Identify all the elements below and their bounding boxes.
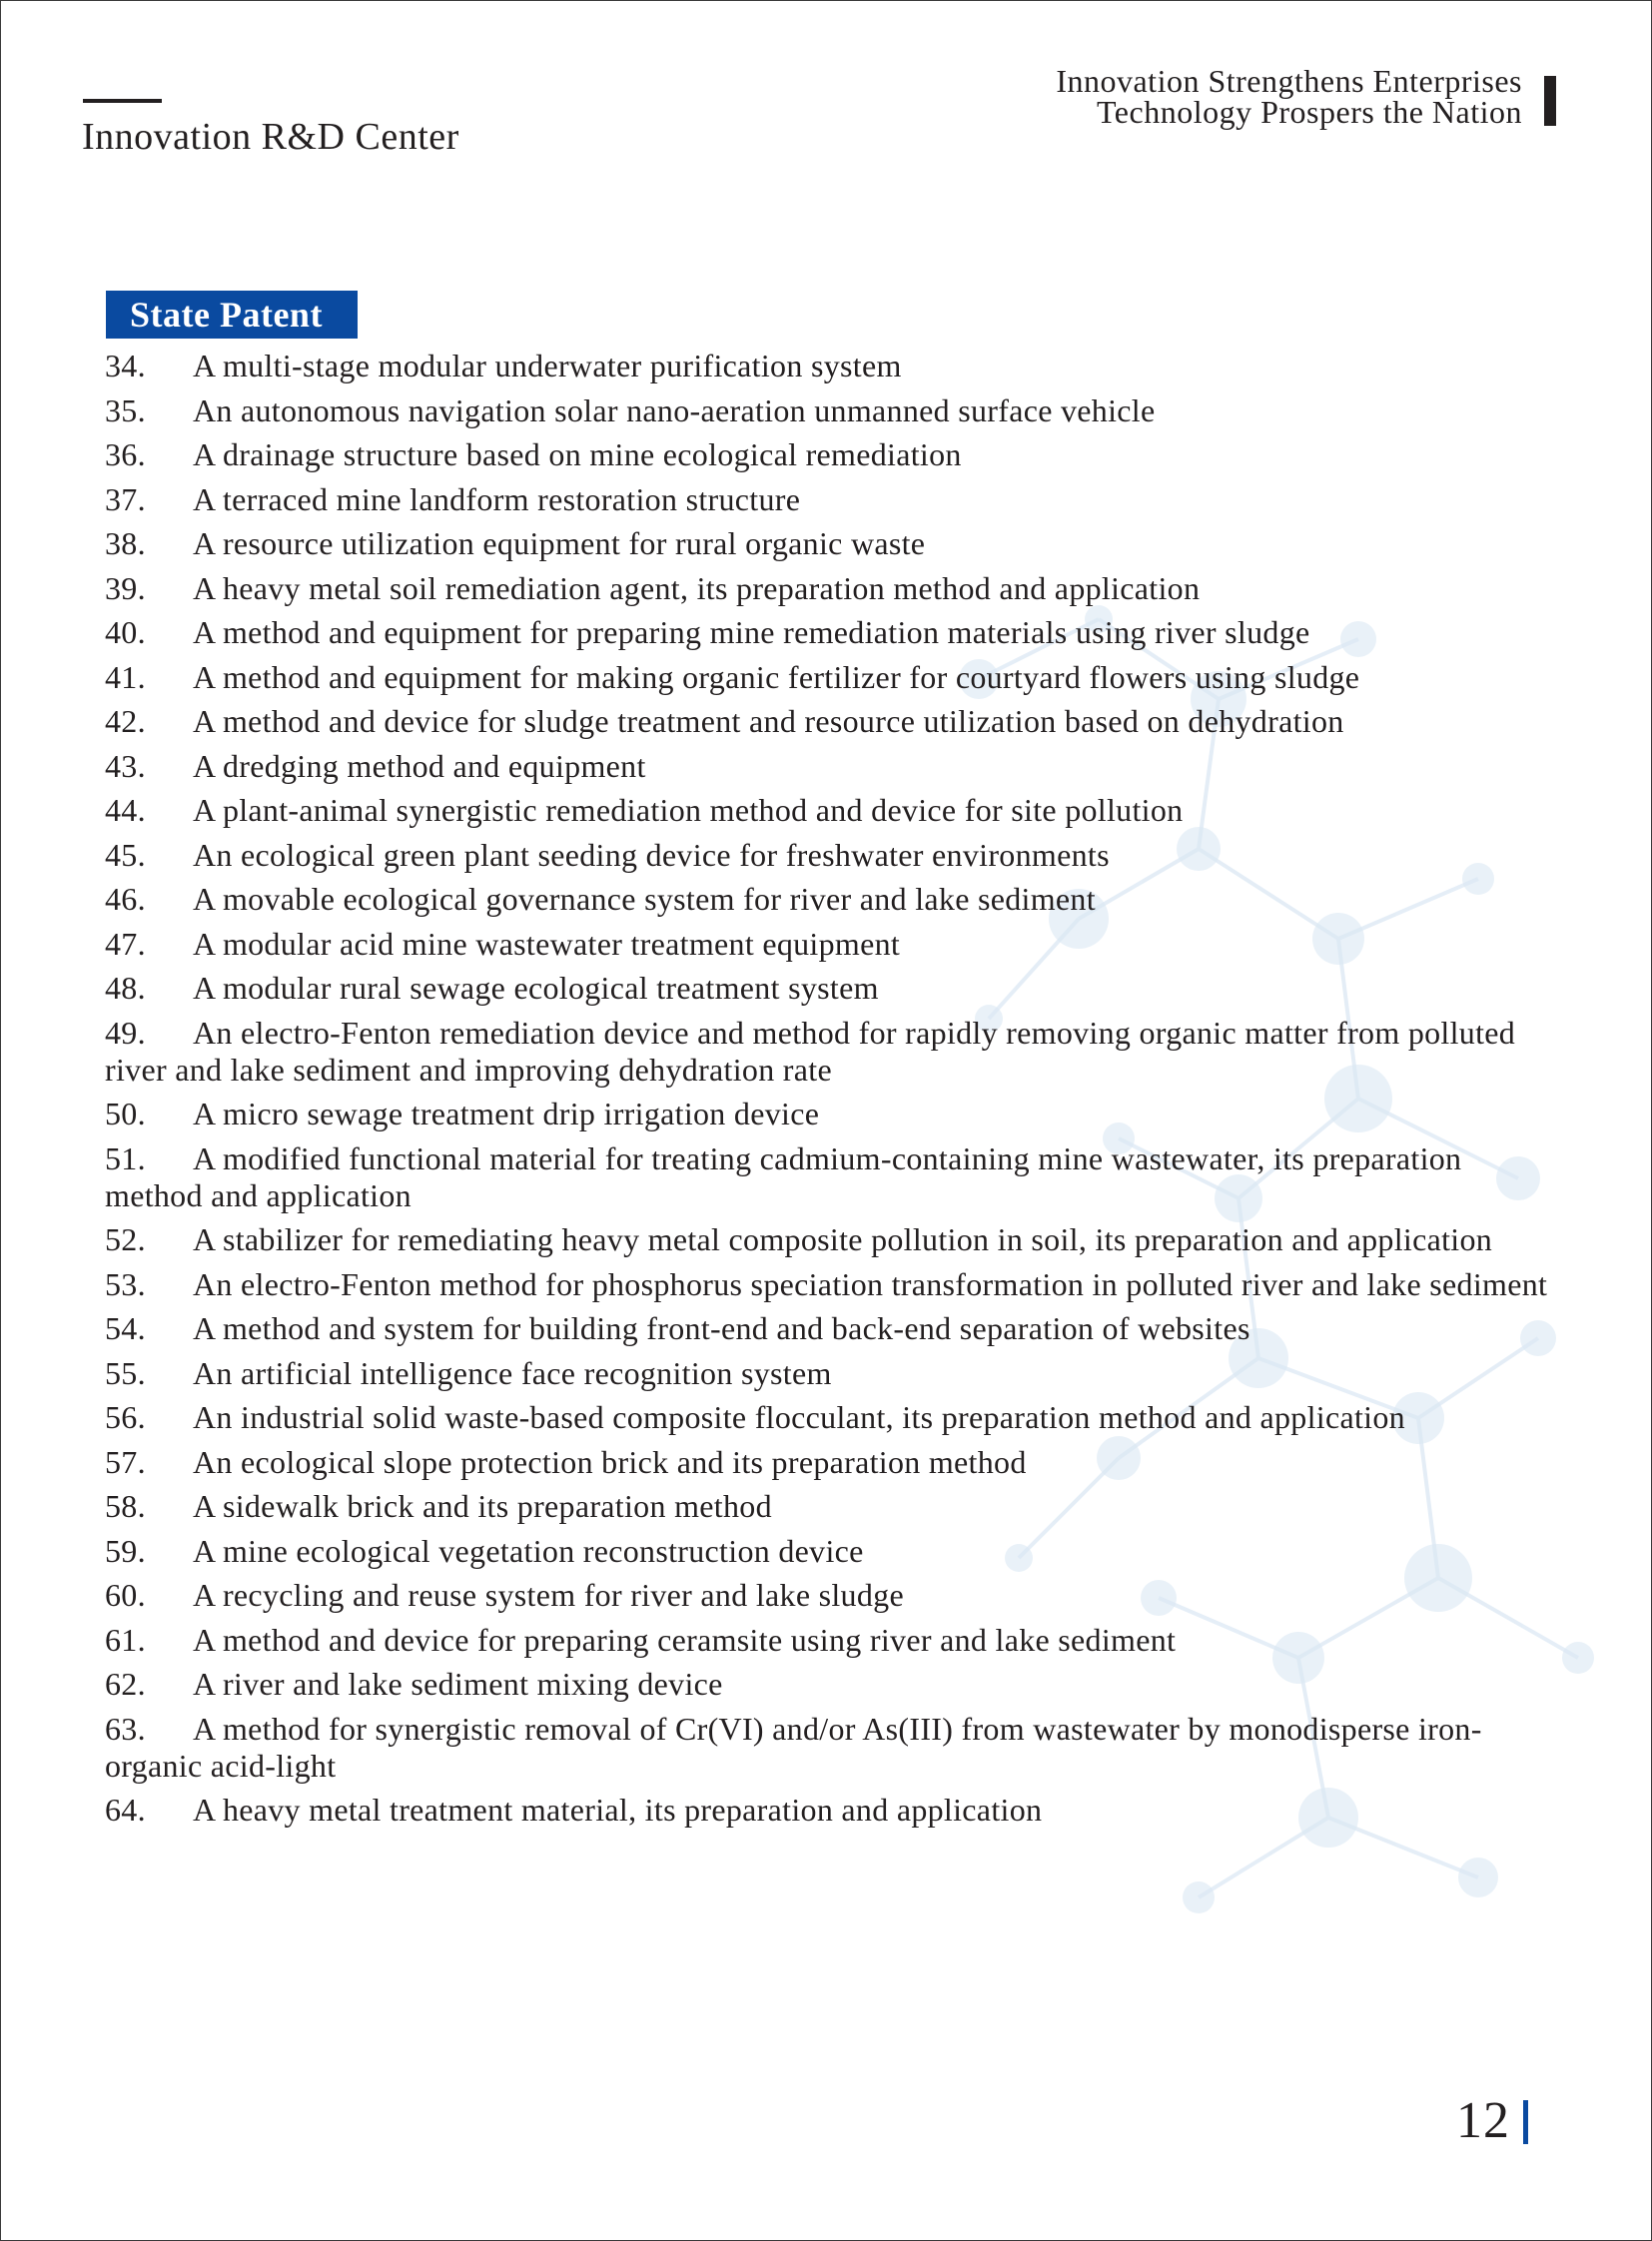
slogan-line-2: Technology Prospers the Nation (1096, 94, 1522, 130)
patent-title: A micro sewage treatment drip irrigation device (193, 1096, 820, 1131)
patent-title: A method for synergistic removal of Cr(VI) and/or As(III) from wastewater by monodisperse iron-organic acid-light (105, 1710, 1482, 1784)
slogan (1056, 63, 1522, 130)
patent-list (105, 348, 1553, 1837)
patent-title: A stabilizer for remediating heavy metal composite pollution in soil, its preparation and application (193, 1221, 1493, 1257)
list-item (105, 926, 1553, 963)
list-item (105, 703, 1553, 740)
center-title: Innovation R&D Center (82, 116, 459, 158)
list-item (105, 1666, 1553, 1703)
patent-number: 51. (105, 1139, 146, 1176)
patent-title: An ecological green plant seeding device for freshwater environments (193, 836, 1110, 873)
list-item (105, 792, 1553, 829)
list-item (105, 1577, 1553, 1614)
patent-number: 56. (105, 1399, 146, 1435)
header-rule (83, 99, 162, 103)
patent-number: 62. (105, 1666, 146, 1702)
patent-title: A resource utilization equipment for rural organic waste (193, 525, 926, 561)
patent-number: 59. (105, 1532, 146, 1569)
list-item (105, 881, 1553, 918)
list-item (105, 1444, 1553, 1481)
patent-title: An ecological slope protection brick and its preparation method (193, 1443, 1027, 1480)
patent-number: 41. (105, 658, 146, 695)
patent-title: A modular acid mine wastewater treatment equipment (193, 925, 901, 962)
patent-number: 36. (105, 436, 146, 472)
list-item (105, 348, 1553, 384)
patent-number: 54. (105, 1310, 146, 1346)
patent-number: 58. (105, 1488, 146, 1524)
section-title: State Patent (106, 291, 358, 339)
patent-number: 52. (105, 1221, 146, 1257)
patent-title: A mine ecological vegetation reconstruction device (193, 1532, 864, 1569)
list-item (105, 525, 1553, 562)
list-item (105, 1711, 1553, 1785)
list-item (105, 481, 1553, 518)
patent-number: 45. (105, 836, 146, 873)
patent-number: 64. (105, 1792, 146, 1828)
patent-title: A method and equipment for preparing mine remediation materials using river sludge (193, 614, 1310, 650)
patent-title: A heavy metal treatment material, its preparation and application (193, 1792, 1043, 1828)
patent-number: 38. (105, 525, 146, 561)
page-number-bar (1523, 2100, 1528, 2144)
patent-number: 35. (105, 391, 146, 428)
list-item (105, 1096, 1553, 1132)
patent-title: A drainage structure based on mine ecological remediation (193, 436, 962, 472)
patent-number: 50. (105, 1096, 146, 1131)
patent-title: A terraced mine landform restoration structure (193, 480, 801, 517)
slogan-line-1: Innovation Strengthens Enterprises (1056, 63, 1522, 99)
list-item (105, 1221, 1553, 1258)
patent-title: A method and device for preparing ceramsite using river and lake sediment (193, 1621, 1177, 1658)
patent-number: 63. (105, 1710, 146, 1747)
list-item (105, 1533, 1553, 1570)
page-number: 12 (1456, 2092, 1510, 2149)
patent-title: An autonomous navigation solar nano-aeration unmanned surface vehicle (193, 391, 1156, 428)
list-item (105, 1310, 1553, 1347)
patent-number: 57. (105, 1443, 146, 1480)
patent-number: 55. (105, 1354, 146, 1391)
patent-number: 42. (105, 703, 146, 739)
patent-title: A dredging method and equipment (193, 747, 646, 784)
patent-title: A modular rural sewage ecological treatment system (193, 970, 879, 1006)
patent-number: 46. (105, 881, 146, 917)
patent-title: An industrial solid waste-based composite flocculant, its preparation method and application (193, 1399, 1405, 1435)
patent-title: An electro-Fenton method for phosphorus speciation transformation in polluted river and lake sediment (193, 1265, 1548, 1302)
patent-number: 48. (105, 970, 146, 1006)
patent-title: A plant-animal synergistic remediation method and device for site pollution (193, 792, 1184, 828)
list-item (105, 1622, 1553, 1659)
list-item (105, 1399, 1553, 1436)
patent-title: A method and device for sludge treatment and resource utilization based on dehydration (193, 703, 1344, 739)
list-item (105, 1488, 1553, 1525)
patent-number: 40. (105, 614, 146, 650)
list-item (105, 748, 1553, 785)
patent-number: 34. (105, 348, 146, 383)
list-item (105, 1140, 1553, 1214)
list-item (105, 659, 1553, 696)
patent-title: A heavy metal soil remediation agent, its preparation method and application (193, 569, 1201, 606)
patent-title: An electro-Fenton remediation device and method for rapidly removing organic matter from polluted river and lake sediment and improving dehydration rate (105, 1014, 1516, 1088)
patent-number: 61. (105, 1621, 146, 1658)
slogan-bar (1544, 76, 1556, 126)
patent-number: 44. (105, 792, 146, 828)
list-item (105, 1266, 1553, 1303)
patent-title: A multi-stage modular underwater purification system (193, 348, 902, 383)
patent-title: A recycling and reuse system for river and lake sludge (193, 1577, 904, 1613)
patent-number: 53. (105, 1265, 146, 1302)
patent-number: 39. (105, 569, 146, 606)
patent-title: A river and lake sediment mixing device (193, 1666, 723, 1702)
list-item (105, 614, 1553, 651)
patent-number: 43. (105, 747, 146, 784)
list-item (105, 837, 1553, 874)
patent-number: 37. (105, 480, 146, 517)
list-item (105, 1015, 1553, 1089)
patent-title: An artificial intelligence face recognition system (193, 1354, 832, 1391)
patent-number: 49. (105, 1014, 146, 1051)
patent-title: A modified functional material for treating cadmium-containing mine wastewater, its preparation method and application (105, 1139, 1462, 1213)
list-item (105, 436, 1553, 473)
patent-title: A movable ecological governance system for river and lake sediment (193, 881, 1096, 917)
patent-title: A method and equipment for making organic fertilizer for courtyard flowers using sludge (193, 658, 1360, 695)
patent-title: A method and system for building front-end and back-end separation of websites (193, 1310, 1250, 1346)
patent-number: 60. (105, 1577, 146, 1613)
patent-number: 47. (105, 925, 146, 962)
list-item (105, 970, 1553, 1007)
list-item (105, 392, 1553, 429)
patent-title: A sidewalk brick and its preparation method (193, 1488, 772, 1524)
list-item (105, 1792, 1553, 1829)
list-item (105, 1355, 1553, 1392)
list-item (105, 570, 1553, 607)
